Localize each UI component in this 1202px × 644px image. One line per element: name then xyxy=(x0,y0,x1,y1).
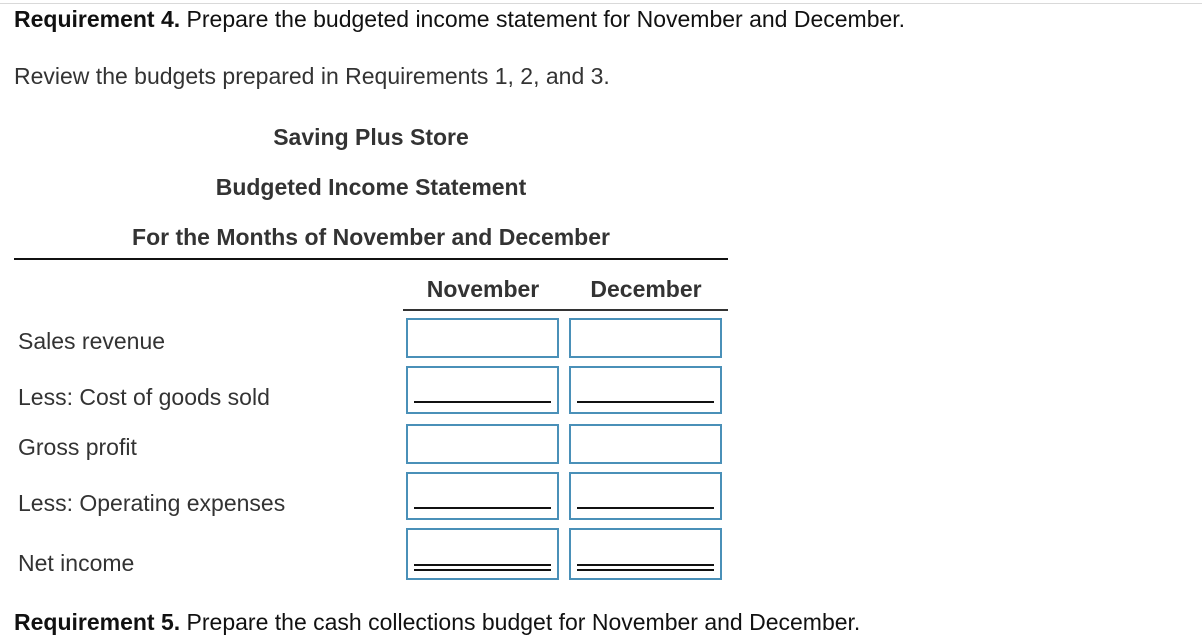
cogs-november-cell xyxy=(406,366,559,414)
top-divider xyxy=(0,3,1202,4)
gross-profit-november-input[interactable] xyxy=(408,426,557,462)
subtotal-underline xyxy=(414,401,551,403)
operating-expenses-november-input[interactable] xyxy=(408,474,557,518)
requirement-4-heading xyxy=(14,5,905,33)
sales-revenue-november-input[interactable] xyxy=(408,320,557,356)
company-name: Saving Plus Store xyxy=(273,124,469,150)
subtotal-underline xyxy=(577,507,714,509)
statement-title: Budgeted Income Statement xyxy=(215,174,527,200)
gross-profit-november-cell xyxy=(406,424,559,464)
subtotal-underline xyxy=(577,401,714,403)
cogs-november-input[interactable] xyxy=(408,368,557,412)
requirement-4-text: Prepare the budgeted income statement for November and December. xyxy=(180,6,906,32)
sales-revenue-november-cell xyxy=(406,318,559,358)
column-header-november: November xyxy=(426,276,540,302)
requirement-5-heading xyxy=(14,608,860,636)
total-double-underline-bottom xyxy=(414,569,551,571)
cogs-december-cell xyxy=(569,366,722,414)
column-header-december: December xyxy=(590,276,702,302)
row-label-operating-expenses: Less: Operating expenses xyxy=(18,490,286,516)
total-double-underline-bottom xyxy=(577,569,714,571)
operating-expenses-december-cell xyxy=(569,472,722,520)
cogs-december-input[interactable] xyxy=(571,368,720,412)
total-double-underline-top xyxy=(577,564,714,566)
row-label-net-income: Net income xyxy=(18,550,135,576)
gross-profit-december-cell xyxy=(569,424,722,464)
sales-revenue-december-input[interactable] xyxy=(571,320,720,356)
net-income-november-cell xyxy=(406,528,559,580)
net-income-december-cell xyxy=(569,528,722,580)
total-double-underline-top xyxy=(414,564,551,566)
statement-period: For the Months of November and December xyxy=(132,224,610,250)
operating-expenses-december-input[interactable] xyxy=(571,474,720,518)
title-divider xyxy=(14,258,728,260)
requirement-4-label: Requirement 4. xyxy=(14,6,181,32)
requirement-5-text: Prepare the cash collections budget for November and December. xyxy=(180,609,861,635)
operating-expenses-november-cell xyxy=(406,472,559,520)
column-header-divider xyxy=(403,309,728,311)
gross-profit-december-input[interactable] xyxy=(571,426,720,462)
row-label-gross-profit: Gross profit xyxy=(18,434,137,460)
requirement-5-label: Requirement 5. xyxy=(14,609,181,635)
subtotal-underline xyxy=(414,507,551,509)
row-label-cost-of-goods-sold: Less: Cost of goods sold xyxy=(18,384,270,410)
sales-revenue-december-cell xyxy=(569,318,722,358)
row-label-sales-revenue: Sales revenue xyxy=(18,328,166,354)
review-instruction: Review the budgets prepared in Requirements 1, 2, and 3. xyxy=(14,63,610,89)
